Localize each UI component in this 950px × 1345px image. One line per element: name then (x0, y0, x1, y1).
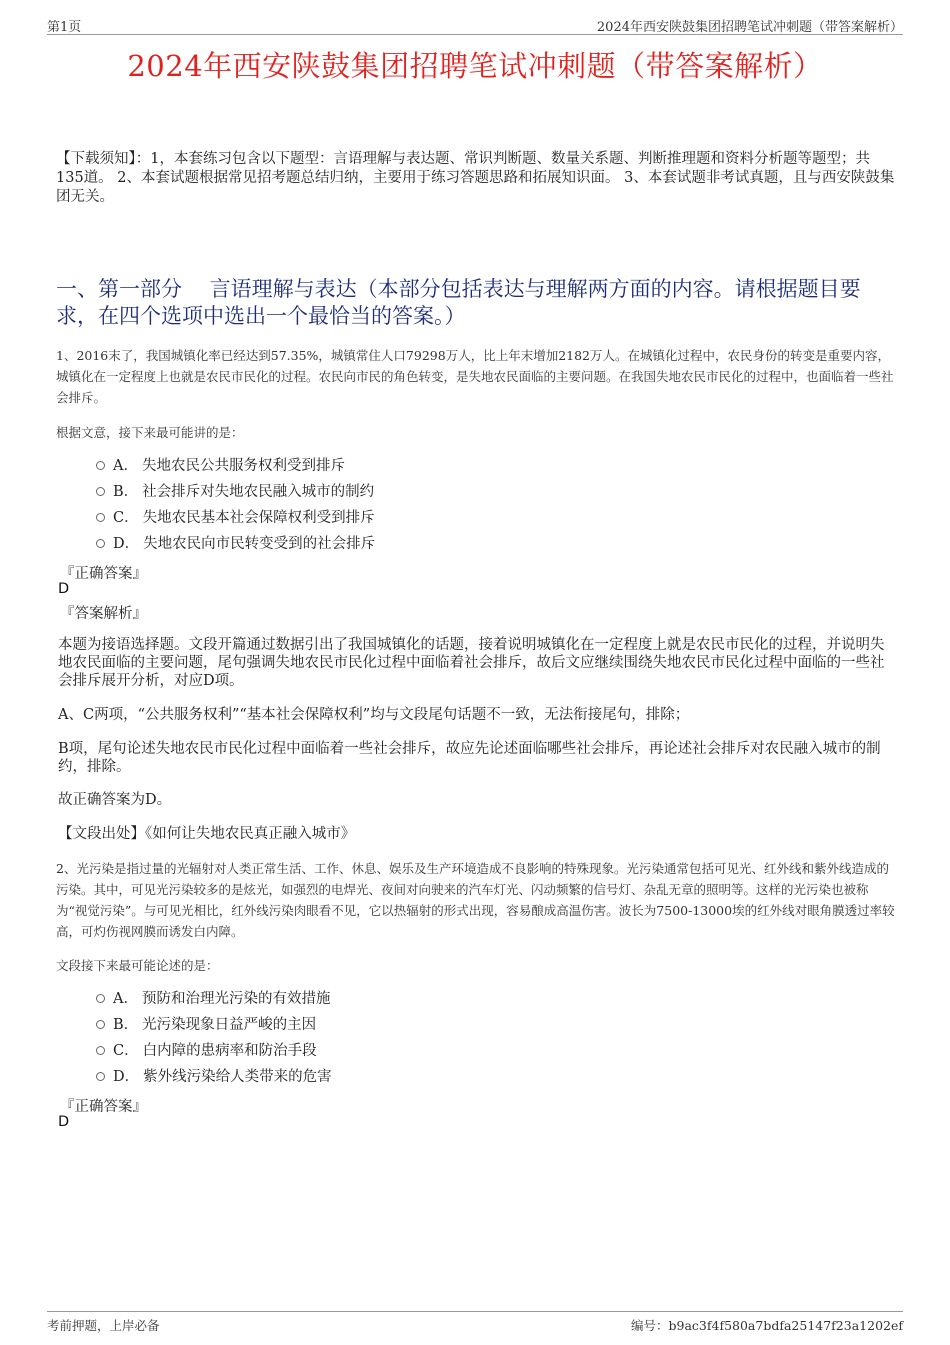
page-footer (47, 1311, 903, 1334)
q1-option-c[interactable]: C． 失地农民基本社会保障权利受到排斥 (96, 508, 375, 528)
q1-answer: D (58, 581, 70, 597)
radio-icon[interactable] (96, 539, 105, 548)
radio-icon[interactable] (96, 1020, 105, 1029)
radio-icon[interactable] (96, 1072, 105, 1081)
radio-icon[interactable] (96, 994, 105, 1003)
radio-icon[interactable] (96, 1046, 105, 1055)
q1-analysis-paragraph: 故正确答案为D。 (58, 792, 172, 808)
section-heading: 一、第一部分 言语理解与表达（本部分包括表达与理解两方面的内容。请根据题目要求，在四个选项中选出一个最恰当的答案。） (56, 277, 861, 328)
footer-doc-id: 编号：b9ac3f4f580a7bdfa25147f23a1202ef (631, 1318, 903, 1333)
page-title: 2024年西安陕鼓集团招聘笔试冲刺题（带答案解析） (127, 49, 823, 83)
download-notice: 【下载须知】：1，本套练习包含以下题型：言语理解与表达题、常识判断题、数量关系题、判断推理题和资料分析题等题型；共135道。 2、本套试题根据常见招考题总结归纳，主要用于练习答题思路和拓展知识面。 3、本套试题非考试真题，且与西安陕鼓集团无关。 (56, 151, 895, 205)
page-header (47, 14, 903, 35)
q1-answer-label: 『正确答案』 (60, 566, 147, 582)
q2-answer: D (58, 1114, 70, 1130)
q2-option-c[interactable]: C． 白内障的患病率和防治手段 (96, 1041, 317, 1061)
q1-option-b[interactable]: B． 社会排斥对失地农民融入城市的制约 (96, 482, 374, 502)
footer-slogan: 考前押题，上岸必备 (47, 1318, 160, 1333)
q1-analysis-paragraph: 本题为接语选择题。文段开篇通过数据引出了我国城镇化的话题，接着说明城镇化在一定程度上就是农民市民化的过程，并说明失地农民面临的主要问题，尾句强调失地农民市民化过程中面临着社会排斥，故后文应继续围绕失地农民市民化过程中面临的一些社会排斥展开分析，对应D项。 (58, 637, 885, 689)
q1-option-a[interactable]: A． 失地农民公共服务权利受到排斥 (96, 456, 345, 476)
q1-analysis-paragraph: A、C两项，“公共服务权利”“基本社会保障权利”均与文段尾句话题不一致，无法衔接尾句，排除； (58, 707, 690, 723)
q1-option-d[interactable]: D． 失地农民向市民转变受到的社会排斥 (96, 534, 375, 554)
question-2-prompt: 文段接下来最可能论述的是： (56, 958, 219, 973)
q1-analysis-paragraph: B项，尾句论述失地农民市民化过程中面临着一些社会排斥，故应先论述面临哪些社会排斥，再论述社会排斥对农民融入城市的制约，排除。 (58, 741, 881, 775)
radio-icon[interactable] (96, 461, 105, 470)
q1-source: 【文段出处】《如何让失地农民真正融入城市》 (58, 826, 356, 842)
q2-option-d[interactable]: D． 紫外线污染给人类带来的危害 (96, 1067, 332, 1087)
question-2-text: 2、光污染是指过量的光辐射对人类正常生活、工作、休息、娱乐及生产环境造成不良影响的特殊现象。光污染通常包括可见光、红外线和紫外线造成的污染。其中，可见光污染较多的是炫光，如强烈的电焊光、夜间对向驶来的汽车灯光、闪动频繁的信号灯、杂乱无章的照明等。这样的光污染也被称为“视觉污染”。与可见光相比，红外线污染肉眼看不见，它以热辐射的形式出现，容易酿成高温伤害。波长为7500-13000埃的红外线对眼角膜透过率较高，可灼伤视网膜而诱发白内障。 (56, 861, 895, 939)
header-doc-title: 2024年西安陕鼓集团招聘笔试冲刺题（带答案解析） (596, 20, 903, 35)
q2-option-b[interactable]: B． 光污染现象日益严峻的主因 (96, 1015, 316, 1035)
radio-icon[interactable] (96, 487, 105, 496)
page-number: 第1页 (47, 20, 82, 35)
q2-option-a[interactable]: A． 预防和治理光污染的有效措施 (96, 989, 330, 1009)
question-1-text: 1、2016末了，我国城镇化率已经达到57.35%，城镇常住人口79298万人，比上年末增加2182万人。在城镇化过程中，农民身份的转变是重要内容，城镇化在一定程度上也就是农民市民化的过程。农民向市民的角色转变，是失地农民面临的主要问题。在我国失地农民市民化的过程中，也面临着一些社会排斥。 (56, 348, 894, 405)
question-1-prompt: 根据文意，接下来最可能讲的是： (56, 425, 244, 440)
q1-analysis-label: 『答案解析』 (60, 606, 147, 622)
radio-icon[interactable] (96, 513, 105, 522)
q2-answer-label: 『正确答案』 (60, 1099, 147, 1115)
